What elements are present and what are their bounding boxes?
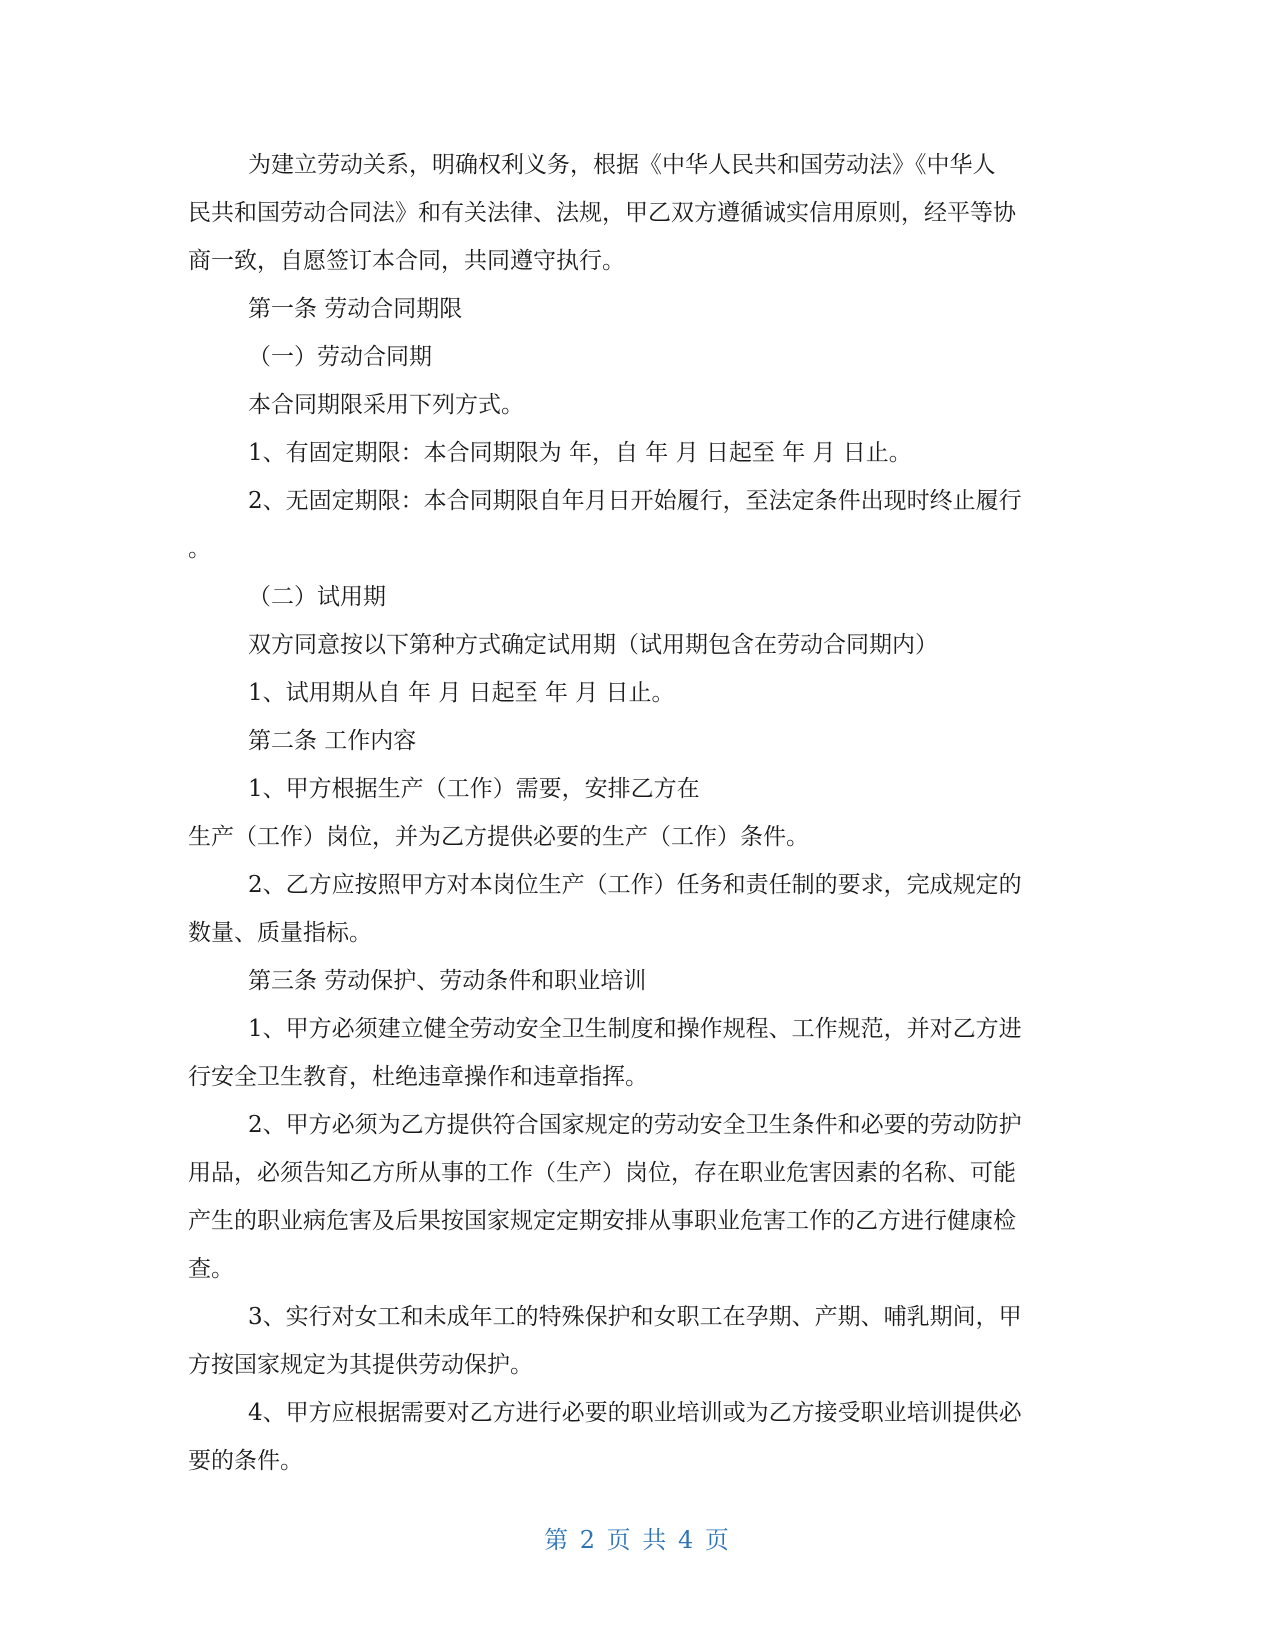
- paragraph: [188, 813, 1086, 861]
- paragraph-line: 1、甲方必须建立健全劳动安全卫生制度和操作规程、工作规范，并对乙方进: [248, 1016, 1022, 1042]
- paragraph-line: 1、有固定期限：本合同期限为 年，自 年 月 日起至 年 月 日止。: [248, 440, 912, 466]
- paragraph-line: 为建立劳动关系，明确权利义务，根据《中华人民共和国劳动法》《中华人: [248, 152, 996, 178]
- paragraph-line: 4、甲方应根据需要对乙方进行必要的职业培训或为乙方接受职业培训提供必: [248, 1400, 1022, 1426]
- paragraph-line: 3、实行对女工和未成年工的特殊保护和女职工在孕期、产期、哺乳期间，甲: [248, 1304, 1022, 1330]
- paragraph: [188, 669, 1086, 717]
- paragraph: [188, 1293, 1086, 1389]
- paragraph: [188, 957, 1086, 1005]
- paragraph-line: 第一条 劳动合同期限: [248, 296, 463, 322]
- paragraph: [188, 381, 1086, 429]
- paragraph: [188, 333, 1086, 381]
- paragraph-line: 。: [188, 536, 211, 562]
- paragraph-line: 数量、质量指标。: [188, 920, 372, 946]
- paragraph-line: 2、无固定期限：本合同期限自年月日开始履行，至法定条件出现时终止履行: [248, 488, 1022, 514]
- paragraph-line: （二）试用期: [248, 584, 386, 610]
- document-body: [188, 141, 1086, 1485]
- paragraph: [188, 1005, 1086, 1101]
- paragraph: [188, 1389, 1086, 1485]
- paragraph-line: 用品，必须告知乙方所从事的工作（生产）岗位，存在职业危害因素的名称、可能: [188, 1160, 1016, 1186]
- page-footer: 第 2 页 共 4 页: [544, 1526, 731, 1554]
- paragraph-line: 第三条 劳动保护、劳动条件和职业培训: [248, 968, 647, 994]
- paragraph-line: 1、甲方根据生产（工作）需要，安排乙方在: [248, 776, 700, 802]
- paragraph: [188, 573, 1086, 621]
- paragraph: [188, 477, 1086, 573]
- paragraph: [188, 621, 1086, 669]
- paragraph-line: 查。: [188, 1256, 234, 1282]
- paragraph: [188, 429, 1086, 477]
- paragraph: [188, 141, 1086, 285]
- paragraph: [188, 1101, 1086, 1293]
- paragraph-line: 生产（工作）岗位，并为乙方提供必要的生产（工作）条件。: [188, 824, 809, 850]
- paragraph-line: 双方同意按以下第种方式确定试用期（试用期包含在劳动合同期内）: [248, 632, 938, 658]
- paragraph-line: 本合同期限采用下列方式。: [248, 392, 524, 418]
- paragraph-line: 行安全卫生教育，杜绝违章操作和违章指挥。: [188, 1064, 648, 1090]
- paragraph-line: 要的条件。: [188, 1448, 303, 1474]
- paragraph-line: 商一致，自愿签订本合同，共同遵守执行。: [188, 248, 625, 274]
- paragraph-line: 1、试用期从自 年 月 日起至 年 月 日止。: [248, 680, 675, 706]
- paragraph-line: 产生的职业病危害及后果按国家规定定期安排从事职业危害工作的乙方进行健康检: [188, 1208, 1016, 1234]
- paragraph: [188, 285, 1086, 333]
- paragraph-line: 民共和国劳动合同法》和有关法律、法规，甲乙双方遵循诚实信用原则，经平等协: [188, 200, 1016, 226]
- paragraph-line: 2、甲方必须为乙方提供符合国家规定的劳动安全卫生条件和必要的劳动防护: [248, 1112, 1022, 1138]
- paragraph-line: 方按国家规定为其提供劳动保护。: [188, 1352, 533, 1378]
- paragraph: [188, 765, 1086, 813]
- paragraph-line: 第二条 工作内容: [248, 728, 417, 754]
- paragraph-line: （一）劳动合同期: [248, 344, 432, 370]
- paragraph: [188, 861, 1086, 957]
- paragraph: [188, 717, 1086, 765]
- paragraph-line: 2、乙方应按照甲方对本岗位生产（工作）任务和责任制的要求，完成规定的: [248, 872, 1022, 898]
